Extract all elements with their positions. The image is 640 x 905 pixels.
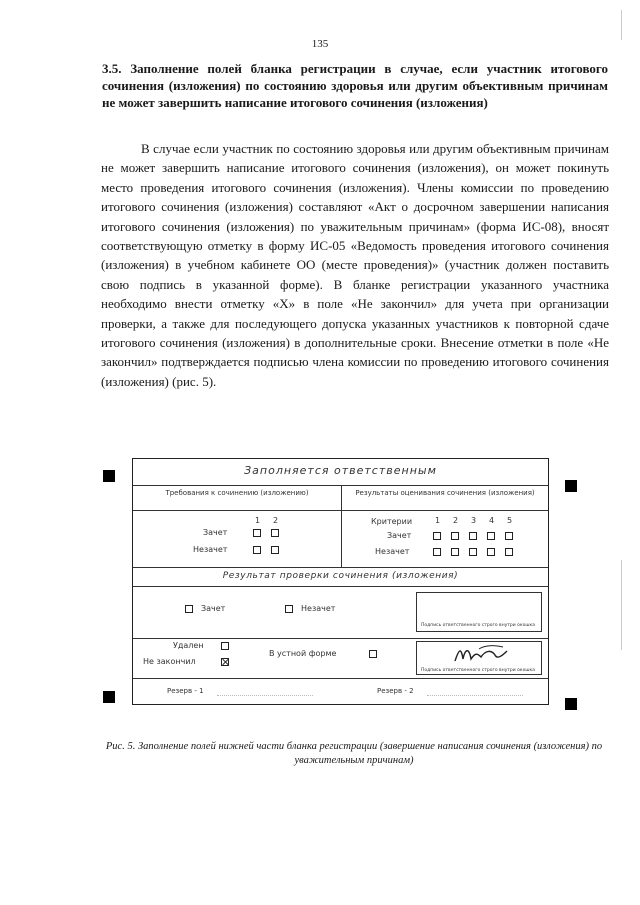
requirement-1-fail-checkbox[interactable] (253, 546, 261, 554)
result-title: Результат проверки сочинения (изложения) (222, 571, 459, 581)
scan-edge-line (621, 560, 622, 650)
form-marker-bottom-right (565, 698, 577, 710)
result-fail-label: Незачет (301, 604, 336, 613)
body-paragraph: В случае если участник по состоянию здоровья или другим объективным причинам не может завершить написание итогового сочинения (изложения), он может покинуть место проведения итогового сочинения (изложения). Члены комиссии по проведению итогового сочинения (изложения) составляют «Акт о досрочном завершении написания итогового сочинения (изложения) по уважительным причинам» (форма ИС-08), вносят соответствующую отметку в форму ИС-05 «Ведомость проведения итогового сочинения (изложения) в учебном кабинете ОО (месте проведения)» (участник должен поставить свою подпись в указанной форме). В бланке регистрации указанного участника необходимо внести отметку «X» в поле «Не закончил» для учета при организации проверки, а также для последующего допуска указанных участников к повторной сдаче итогового сочинения (изложения) в дополнительные сроки. Внесение отметки в поле «Не закончил» подтверждается подписью члена комиссии по проведению итогового сочинения (изложения) (рис. 5). (101, 141, 609, 389)
signature-scribble-icon (451, 643, 511, 667)
criterion-3-pass-checkbox[interactable] (469, 532, 477, 540)
signature-box-result[interactable] (416, 592, 542, 632)
criterion-3-fail-checkbox[interactable] (469, 548, 477, 556)
criterion-number: 3 (471, 516, 477, 525)
criteria-label: Критерии (371, 517, 413, 526)
form-title: Заполняется ответственным (244, 464, 437, 477)
result-title-row (133, 568, 548, 587)
criterion-number: 1 (435, 516, 441, 525)
oral-form-checkbox[interactable] (369, 650, 377, 658)
not-finished-label: Не закончил (143, 657, 196, 666)
criterion-1-pass-checkbox[interactable] (433, 532, 441, 540)
criterion-5-pass-checkbox[interactable] (505, 532, 513, 540)
criterion-number: 5 (507, 516, 513, 525)
requirements-header: Требования к сочинению (изложению) (165, 489, 309, 497)
requirement-number: 2 (273, 516, 279, 525)
column-divider (341, 486, 342, 568)
criteria-pass-label: Зачет (387, 531, 412, 540)
criterion-number: 4 (489, 516, 495, 525)
criterion-number: 2 (453, 516, 459, 525)
requirement-1-pass-checkbox[interactable] (253, 529, 261, 537)
requirements-pass-label: Зачет (203, 528, 228, 537)
reserve-2-field[interactable] (427, 695, 523, 696)
requirements-fail-label: Незачет (193, 545, 228, 554)
figure-caption: Рис. 5. Заполнение полей нижней части бланка регистрации (завершение написания сочинения (изложения) по уважительным причинам) (105, 741, 603, 766)
requirement-2-fail-checkbox[interactable] (271, 546, 279, 554)
oral-form-label: В устной форме (269, 649, 337, 658)
not-finished-checkbox[interactable] (221, 658, 229, 666)
result-fail-checkbox[interactable] (285, 605, 293, 613)
reserve-1-label: Резерв - 1 (167, 687, 204, 695)
criterion-4-fail-checkbox[interactable] (487, 548, 495, 556)
criteria-fail-label: Незачет (375, 547, 410, 556)
signature-caption: Подпись ответственного строго внутри окошка (421, 668, 535, 673)
result-pass-checkbox[interactable] (185, 605, 193, 613)
result-row (133, 587, 548, 639)
evaluation-header: Результаты оценивания сочинения (изложения) (355, 489, 535, 497)
section-title: 3.5. Заполнение полей бланка регистрации в случае, если участник итогового сочинения (изложения) по состоянию здоровья или другим объективным причинам не может завершить написание итогового сочинения (изложения) (102, 61, 608, 110)
removed-label: Удален (173, 641, 204, 650)
reserve-2-label: Резерв - 2 (377, 687, 414, 695)
criterion-2-pass-checkbox[interactable] (451, 532, 459, 540)
criterion-5-fail-checkbox[interactable] (505, 548, 513, 556)
criterion-1-fail-checkbox[interactable] (433, 548, 441, 556)
reserve-1-field[interactable] (217, 695, 313, 696)
status-row (133, 639, 548, 679)
form-marker-bottom-left (103, 691, 115, 703)
registration-form-fragment (132, 458, 549, 705)
form-marker-top-left (103, 470, 115, 482)
criterion-2-fail-checkbox[interactable] (451, 548, 459, 556)
requirement-2-pass-checkbox[interactable] (271, 529, 279, 537)
page-number: 135 (311, 38, 329, 50)
requirement-number: 1 (255, 516, 261, 525)
result-pass-label: Зачет (201, 604, 226, 613)
signature-caption: Подпись ответственного строго внутри окошка (421, 623, 535, 628)
form-title-row (133, 459, 548, 486)
removed-checkbox[interactable] (221, 642, 229, 650)
form-marker-top-right (565, 480, 577, 492)
scan-edge-line (621, 10, 622, 40)
signature-box-not-finished[interactable] (416, 641, 542, 675)
criterion-4-pass-checkbox[interactable] (487, 532, 495, 540)
